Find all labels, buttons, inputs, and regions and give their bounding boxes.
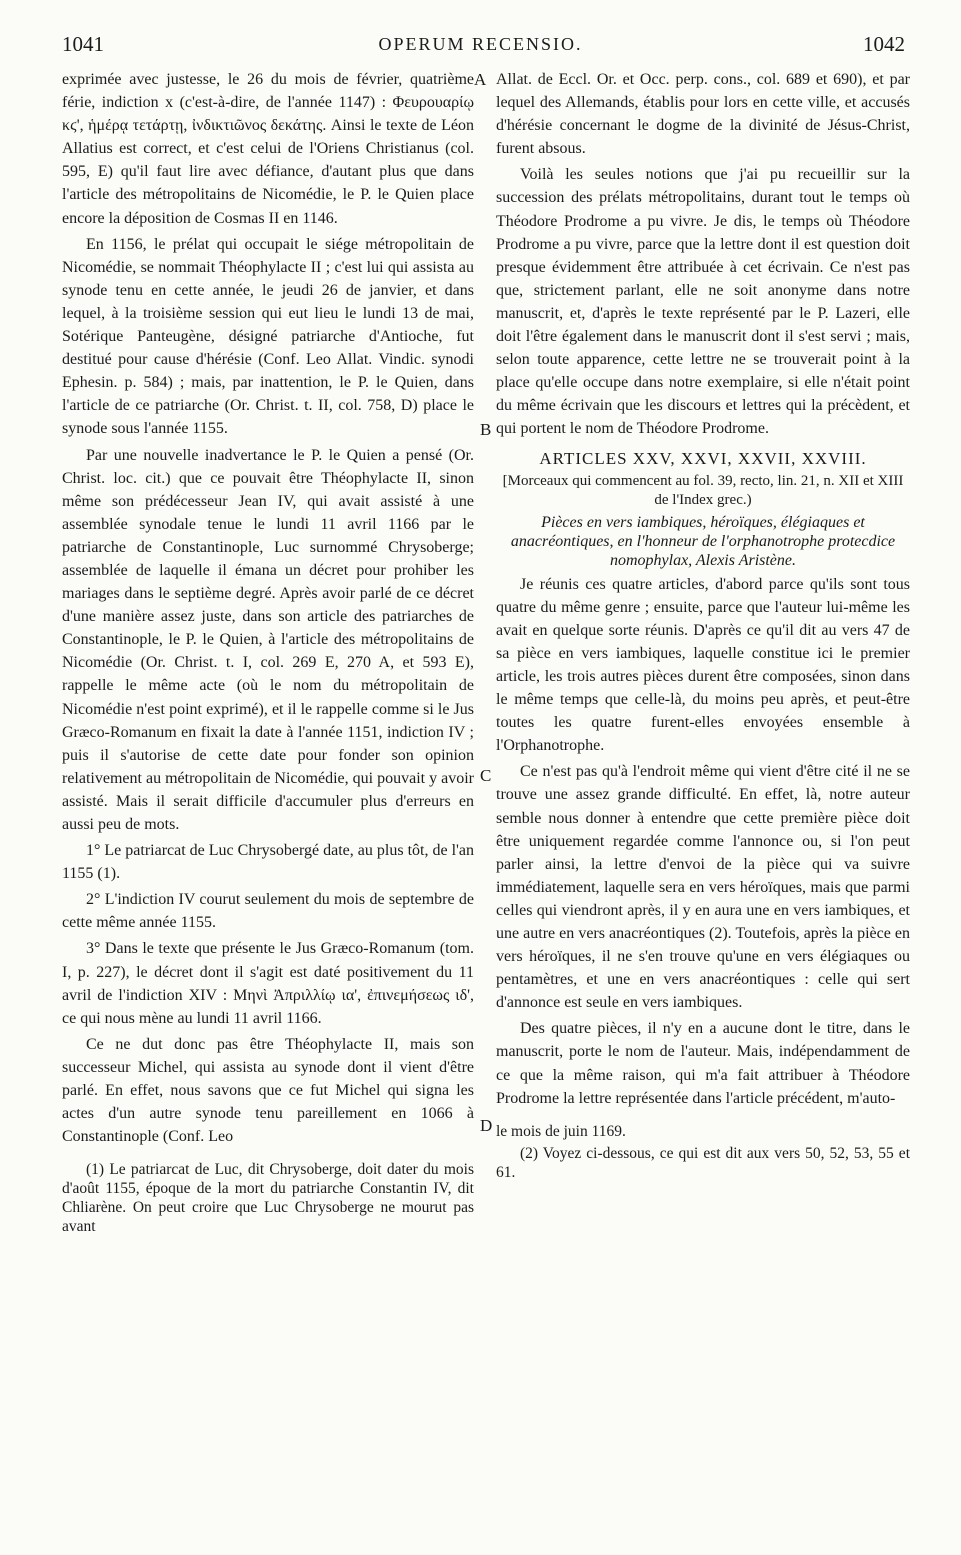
section-title: ARTICLES XXV, XXVI, XXVII, XXVIII.	[539, 448, 867, 468]
left-page-number: 1041	[62, 32, 104, 56]
section-reference: [Morceaux qui commencent au fol. 39, recto, lin. 21, n. XII et XIII de l'Index grec.)	[502, 472, 904, 508]
margin-letter-a: A	[474, 70, 487, 89]
running-title: OPERUM RECENSIO.	[378, 34, 583, 54]
footnote-continuation: le mois de juin 1169.	[496, 1122, 626, 1140]
right-column	[496, 68, 910, 1185]
margin-letter-c: C	[480, 766, 492, 785]
left-column	[62, 68, 474, 1239]
margin-letter-d: D	[480, 1116, 493, 1135]
paragraph: 1° Le patriarcat de Luc Chrysobergé date, au plus tôt, de l'an 1155 (1).	[62, 842, 474, 883]
paragraph: Voilà les seules notions que j'ai pu recueillir sur la succession des prélats métropolitains, durant tout le temps où Théodore Prodrome a pu vivre. Je dis, le temps où Théodore Prodrome a pu vivre, parce que la lettre dont il est question doit presque évidemment être attribuée à cet écrivain. Ce n'est pas que, strictement parlant, elle ne soit anonyme dans notre manuscrit, et, d'après le texte représenté par le P. Lazeri, elle doit l'être également dans le manuscrit dont il s'est servi ; mais, selon toute apparence, cette lettre ne se trouverait point à la place qu'elle occupe dans notre exemplaire, si elle n'était point du même écrivain que les discours et lettres qui la précèdent, et qui portent le nom de Théodore Prodrome.	[496, 166, 910, 438]
footnote: (1) Le patriarcat de Luc, dit Chrysoberge, doit dater du mois d'août 1155, époque de la mort du patriarche Constantin IV, dit Chliarène. On peut croire que Luc Chrysoberge ne mourut pas avant	[62, 1161, 474, 1236]
paragraph: Allat. de Eccl. Or. et Occ. perp. cons., col. 689 et 690), et par lequel des Allemands, établis pour lors en cette ville, et accusés d'hérésie concernant le dogme de la divinité de Jésus-Christ, furent absous.	[496, 71, 910, 158]
paragraph: Ce ne dut donc pas être Théophylacte II, mais son successeur Michel, qui assista au synode dont il vient d'être parlé. En effet, nous savons que ce fut Michel qui signa les actes d'un autre synode tenu pareillement en 1066 à Constantinople (Conf. Leo	[62, 1035, 474, 1146]
margin-letter-b: B	[480, 420, 492, 439]
paragraph: En 1156, le prélat qui occupait le siége métropolitain de Nicomédie, se nommait Théophylacte II ; c'est lui qui assista au synode tenu en cette année, le jeudi 26 de janvier, et dans lequel, à la troisième session qui eut lieu le lundi 13 de mai, Sotérique Panteugène, désigné patriarche d'Antioche, fut destitué pour cause d'hérésie (Conf. Leo Allat. Vindic. synodi Ephesin. p. 584) ; mais, par inattention, le P. le Quien, dans l'article de ce patriarche (Or. Christ. t. II, col. 758, D) place le synode sous l'année 1155.	[62, 235, 474, 438]
paragraph: Ce n'est pas qu'à l'endroit même qui vient d'être cité il ne se trouve une assez grande difficulté. En effet, là, notre auteur semble nous donner à entendre que cette première pièce doit être uniquement regardée comme l'annonce ou, si l'on peut parler ainsi, la lettre d'envoi de la pièce qui va suivre immédiatement, laquelle sera en vers héroïques, mais que parmi celles qui viendront après, il y en aura une en vers iambiques, et une autre en vers anacréontiques (2). Toutefois, après la pièce en vers héroïques, il ne s'en trouve qu'une en vers élégiaques ou pentamètres, et une en vers anacréontiques : celle qui sert d'annonce est seule en vers iambiques.	[496, 763, 910, 1012]
paragraph: exprimée avec justesse, le 26 du mois de février, quatrième férie, indiction x (c'est-à-dire, de l'année 1147) : Φευρουαρίῳ κϛ', ἡμέρᾳ τετάρτῃ, ἰνδικτιῶνος δεκάτης. Ainsi le texte de Léon Allatius est correct, et c'est celui de l'Oriens Christianus (col. 595, E) qu'il faut lire avec défiance, d'autant plus que dans l'article des métropolitains de Nicomédie, le P. le Quien place encore la déposition de Cosmas II en 1146.	[62, 71, 474, 227]
paragraph: 2° L'indiction IV courut seulement du mois de septembre de cette même année 1155.	[62, 891, 474, 932]
section-subtitle: Pièces en vers iambiques, héroïques, élégiaques et anacréontiques, en l'honneur de l'orphanotrophe protecdice nomophylax, Alexis Aristène.	[510, 513, 896, 569]
page-header	[0, 32, 961, 68]
footnote: (2) Voyez ci-dessous, ce qui est dit aux vers 50, 52, 53, 55 et 61.	[496, 1144, 910, 1181]
paragraph: 3° Dans le texte que présente le Jus Græco-Romanum (tom. I, p. 227), le décret dont il s'agit est daté positivement du 11 avril de l'indiction XIV : Μηνὶ Ἀπριλλίῳ ια', ἐπινεμήσεως ιδ', ce qui nous mène au lundi 11 avril 1166.	[62, 940, 474, 1027]
paragraph: Des quatre pièces, il n'y en a aucune dont le titre, dans le manuscrit, porte le nom de l'auteur. Mais, indépendamment de ce que la même raison, qui m'a fait attribuer à Théodore Prodrome la lettre représentée dans l'article précédent, m'auto-	[496, 1020, 910, 1107]
paragraph: Par une nouvelle inadvertance le P. le Quien a pensé (Or. Christ. loc. cit.) que ce pouvait être Théophylacte II, sinon même son prédécesseur Jean IV, qui avait assisté à une assemblée synodale tenue le lundi 11 avril 1166 par le patriarche de Constantinople, Luc surnommé Chrysoberge; assemblée de laquelle il émana un décret pour prohiber les mariages dans le septième degré. Après avoir parlé de ce décret d'une manière assez juste, dans son article des patriarches de Constantinople, le P. le Quien, à l'article des métropolitains de Nicomédie (Or. Christ. t. I, col. 269 E, 270 A, et 593 E), rappelle le même acte (où le nom du métropolitain de Nicomédie n'est point exprimé), et il le rappelle comme si le Jus Græco-Romanum en fixait la date à l'année 1151, indiction IV ; puis il s'autorise de cette date pour fonder son opinion relativement au métropolitain de Nicomédie, qui pouvait y avoir assisté. Mais il serait difficile d'accumuler plus d'erreurs en aussi peu de mots.	[62, 446, 474, 833]
paragraph: Je réunis ces quatre articles, d'abord parce qu'ils sont tous quatre du même genre ; ensuite, parce que l'auteur lui-même les avait en quelque sorte réunis. D'après ce qu'il dit au vers 47 de sa pièce en vers iambiques, laquelle constitue ici le premier article, les trois autres pièces durent être composées, sinon dans le même temps que celle-là, du moins peu après, et peut-être toutes les quatre furent-elles envoyées ensemble à l'Orphanotrophe.	[496, 575, 910, 755]
right-page-number: 1042	[863, 32, 905, 56]
